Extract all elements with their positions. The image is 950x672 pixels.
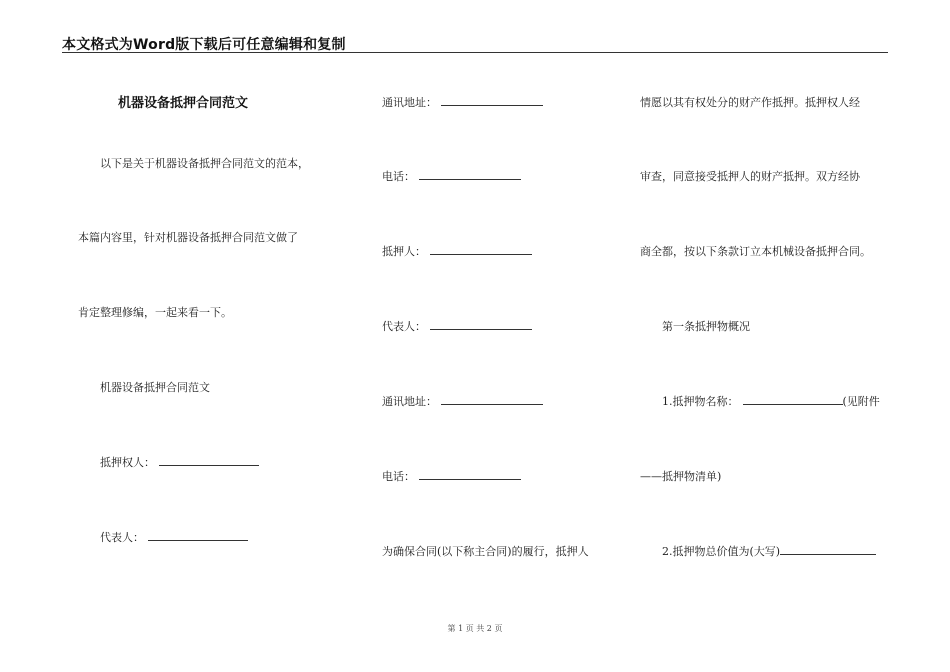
page-footer: 第 1 页 共 2 页 xyxy=(447,624,503,633)
fill-in-blank xyxy=(148,530,248,541)
field-label: 通讯地址： xyxy=(382,395,437,408)
field-label: 代表人： xyxy=(382,320,426,333)
field-label: 通讯地址： xyxy=(382,96,437,109)
fill-in-blank xyxy=(419,169,521,180)
document-title: 机器设备抵押合同范文 xyxy=(118,96,249,111)
form-line xyxy=(382,318,532,334)
fill-in-blank xyxy=(430,244,532,255)
form-line xyxy=(382,168,521,184)
header-divider xyxy=(62,52,888,53)
fill-in-blank xyxy=(780,544,876,555)
fill-in-blank xyxy=(159,455,259,466)
text-line: 以下是关于机器设备抵押合同范文的范本， xyxy=(100,157,309,170)
text-line: 本篇内容里，针对机器设备抵押合同范文做了 xyxy=(78,231,298,244)
form-line xyxy=(662,543,876,559)
field-note: (见附件 xyxy=(842,395,880,408)
form-line xyxy=(382,393,543,409)
field-label: 电话： xyxy=(382,470,415,483)
fill-in-blank xyxy=(441,394,543,405)
text-line: 审查，同意接受抵押人的财产抵押。双方经协 xyxy=(640,170,860,183)
field-label: 2.抵押物总价值为(大写) xyxy=(662,545,781,558)
form-line xyxy=(382,468,521,484)
field-label: 1.抵押物名称： xyxy=(662,395,739,408)
field-label: 电话： xyxy=(382,170,415,183)
form-line xyxy=(382,243,532,259)
text-line: 机器设备抵押合同范文 xyxy=(100,381,210,394)
field-label: 抵押权人： xyxy=(100,456,155,469)
form-line xyxy=(100,529,248,545)
form-line xyxy=(382,94,543,110)
text-line: 肯定整理修编，一起来看一下。 xyxy=(78,306,232,319)
field-label: 抵押人： xyxy=(382,245,426,258)
text-line: ——抵押物清单) xyxy=(640,470,722,483)
field-label: 代表人： xyxy=(100,531,144,544)
text-line: 为确保合同(以下称主合同)的履行，抵押人 xyxy=(382,545,589,558)
form-line xyxy=(662,393,880,409)
text-line: 商全都，按以下条款订立本机械设备抵押合同。 xyxy=(640,245,871,258)
form-line xyxy=(100,454,259,470)
text-line: 情愿以其有权处分的财产作抵押。抵押权人经 xyxy=(640,96,860,109)
fill-in-blank xyxy=(743,394,843,405)
section-heading: 第一条抵押物概况 xyxy=(662,320,750,333)
fill-in-blank xyxy=(430,319,532,330)
fill-in-blank xyxy=(419,469,521,480)
page-header: 本文格式为Word版下载后可任意编辑和复制 xyxy=(62,37,346,53)
fill-in-blank xyxy=(441,95,543,106)
